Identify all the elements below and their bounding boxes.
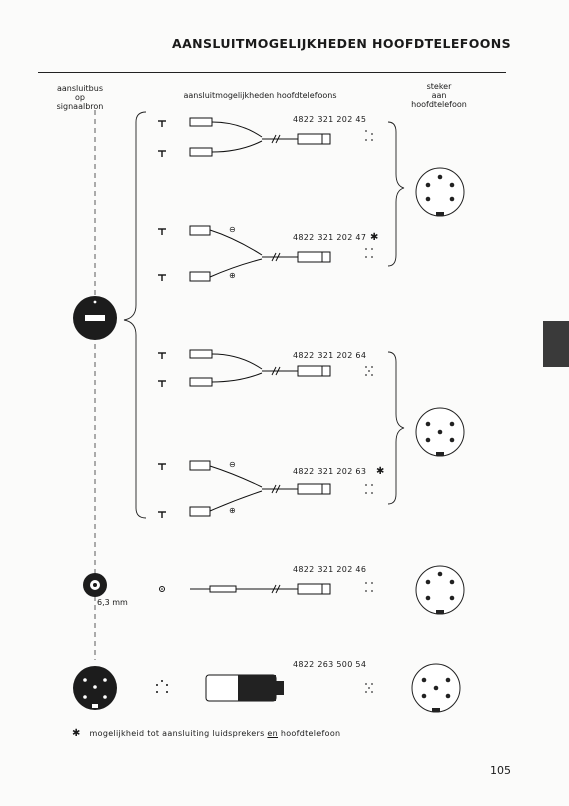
headphone-plug-face-3 (416, 566, 464, 614)
page-number: 105 (490, 764, 511, 777)
header-headphone-plug: steker aan hoofdtelefoon (411, 82, 467, 109)
cable-assembly-1 (190, 118, 330, 156)
jack-socket-icon (83, 573, 107, 597)
din-terminal-symbol (156, 680, 168, 693)
footnote-underlined: en (267, 729, 279, 738)
headphone-plug-face-1 (416, 168, 464, 216)
footnote-text-1: mogelijkheid tot aansluiting luidsprekers (89, 729, 265, 738)
plug-marking-plus: ⊕ (229, 506, 237, 515)
right-brace-1 (388, 122, 404, 266)
footnote (72, 728, 340, 739)
part-number-6: 4822 263 500 54 (293, 660, 367, 669)
page-thumb-tab (543, 321, 569, 367)
header-source-socket: aansluitbus op signaalbron (56, 84, 104, 111)
plug-marking-minus: ⊖ (229, 225, 237, 234)
footnote-star: ✱ (72, 728, 81, 739)
part-number-5: 4822 321 202 46 (293, 565, 367, 574)
din-socket-5pin-icon (73, 666, 117, 710)
cable-assembly-5 (190, 584, 330, 594)
speaker-option-star: ✱ (376, 466, 385, 477)
part-number-3: 4822 321 202 64 (293, 351, 367, 360)
headphone-plug-face-4 (412, 664, 460, 712)
left-brace (124, 112, 146, 518)
din-plug-icon (206, 675, 284, 701)
part-number-2: 4822 321 202 47 (293, 233, 367, 242)
part-number-4: 4822 321 202 63 (293, 467, 367, 476)
page-title: AANSLUITMOGELIJKHEDEN HOOFDTELEFOONS (172, 36, 512, 51)
plug-marking-minus: ⊖ (229, 460, 237, 469)
header-connection-options: aansluitmogelijkheden hoofdtelefoons (183, 91, 337, 100)
plug-marking-plus: ⊕ (229, 271, 237, 280)
headphone-plug-face-2 (416, 408, 464, 456)
right-brace-2 (388, 352, 404, 504)
pin-pattern-icons (365, 130, 373, 693)
jack-size-label: 6,3 mm (97, 598, 128, 607)
cable-assembly-3 (190, 350, 330, 386)
speaker-option-star: ✱ (370, 232, 379, 243)
cable-assembly-2 (190, 226, 330, 281)
cable-assembly-4 (190, 461, 330, 516)
footnote-text-2: hoofdtelefoon (280, 729, 341, 738)
din-socket-icon (73, 296, 117, 340)
terminal-symbols (158, 121, 166, 518)
part-number-1: 4822 321 202 45 (293, 115, 367, 124)
